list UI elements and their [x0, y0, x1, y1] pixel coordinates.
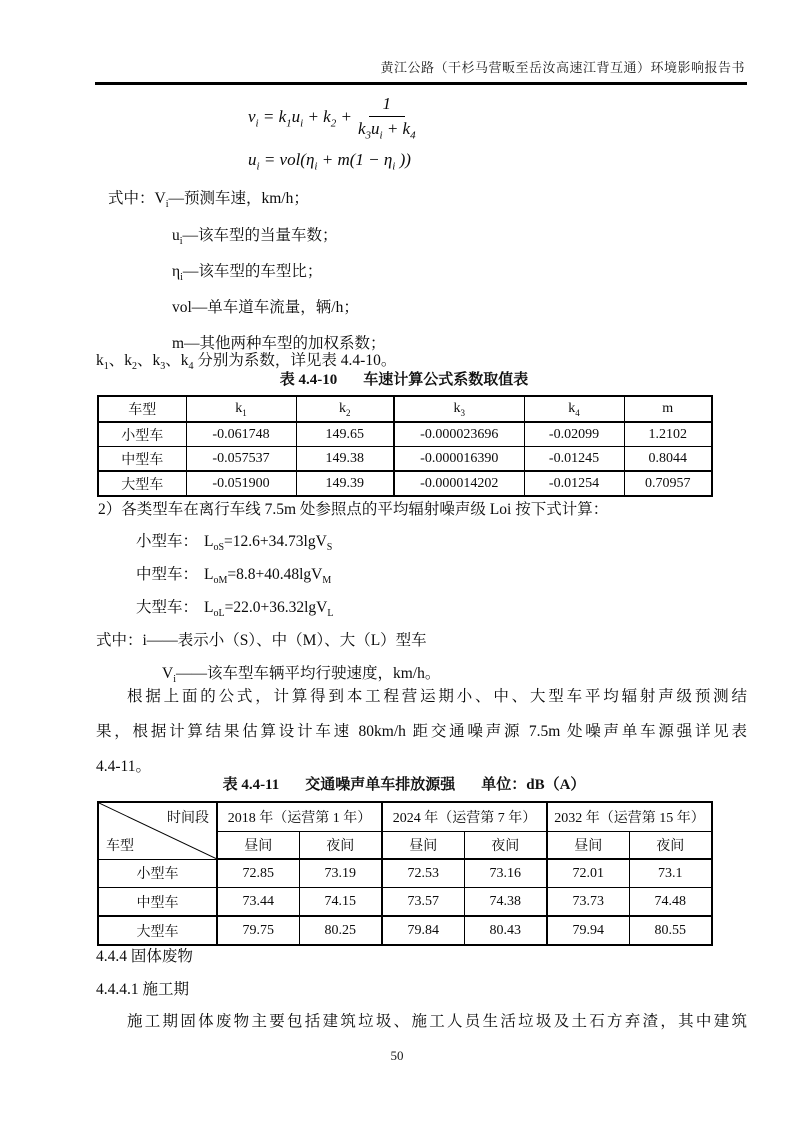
coefficient-table: [97, 395, 713, 497]
cell: 80.55: [629, 916, 712, 945]
formula-prefix: 中型车：: [136, 566, 199, 583]
col-header-k4: $k_4$: [524, 396, 624, 422]
cell: 73.57: [382, 888, 464, 917]
table-row: [98, 422, 712, 447]
cell: 79.94: [547, 916, 629, 945]
cell: 73.1: [629, 859, 712, 888]
cell: -0.000014202: [394, 471, 524, 496]
period-header: 昼间: [217, 832, 299, 860]
header-rule: [95, 82, 747, 85]
table-header-row: [98, 396, 712, 422]
cell: 小型车: [98, 422, 186, 447]
cell: 80.25: [299, 916, 382, 945]
formula-line-large-vehicle: [136, 595, 334, 620]
period-header: 昼间: [382, 832, 464, 860]
cell: 79.84: [382, 916, 464, 945]
paragraph-line: 根据上面的公式，计算得到本工程营运期小、中、大型车平均辐射声级预测结: [127, 688, 747, 705]
cell: -0.01254: [524, 471, 624, 496]
table-title-4-4-11: [97, 773, 711, 794]
definition-line: $k_1$、$k_2$、$k_3$、$k_4$ 分别为系数，详见表 4.4-10。: [96, 352, 397, 373]
cell: 74.15: [299, 888, 382, 917]
definition-line: 式中：$V_i—$预测车速，km/h；: [108, 190, 309, 211]
cell: 149.39: [296, 471, 394, 496]
table-label: 表 4.4-11: [222, 777, 280, 793]
formula-equivalent-volume: [248, 150, 411, 173]
cell: 1.2102: [624, 422, 712, 447]
col-header-k3: $k_3$: [394, 396, 524, 422]
period-header: 昼间: [547, 832, 629, 860]
fraction-denominator: $k_3u_i + k_4$: [357, 119, 416, 142]
formula-line-small-vehicle: [136, 529, 333, 554]
cell: -0.000016390: [394, 447, 524, 472]
cell: 中型车: [98, 447, 186, 472]
formula-speed-lhs: $v_i = k_1u_i + k_2$ +: [248, 106, 352, 129]
cell: 149.38: [296, 447, 394, 472]
definition-line: vol—单车道车流量，辆/h；: [172, 299, 359, 316]
table-row: [98, 447, 712, 472]
table-row: [98, 888, 712, 917]
cell: 72.01: [547, 859, 629, 888]
year-header-2024: 2024 年（运营第 7 年）: [382, 802, 547, 832]
year-header-2018: 2018 年（运营第 1 年）: [217, 802, 382, 832]
formula-body: $L_{oS}=12.6+34.73\lg V_S$: [204, 533, 333, 554]
cell: 73.16: [464, 859, 547, 888]
cell: 73.19: [299, 859, 382, 888]
paragraph-line: 果，根据计算结果估算设计车速 80km/h 距交通噪声源 7.5m 处噪声单车源强详见表: [96, 723, 747, 740]
cell: 73.73: [547, 888, 629, 917]
cell: -0.01245: [524, 447, 624, 472]
table-unit: 单位：dB（A）: [481, 777, 586, 793]
cell: -0.02099: [524, 422, 624, 447]
table-label: 表 4.4-10: [279, 372, 338, 388]
formula-speed: [248, 94, 416, 142]
where-line: $V_i——$该车型车辆平均行驶速度，km/h。: [162, 665, 441, 686]
table-title-4-4-10: [97, 368, 711, 389]
page-header-title: 黄江公路（干杉马营畈至岳汝高速江背互通）环境影响报告书: [380, 60, 745, 75]
formula-body: $L_{oL}=22.0+36.32\lg V_L$: [204, 599, 334, 620]
table-name: 交通噪声单车排放源强: [305, 777, 456, 793]
noise-source-table: [97, 801, 713, 946]
paragraph-intro: 2）各类型车在离行车线 7.5m 处参照点的平均辐射噪声级 Loi 按下式计算：: [98, 501, 609, 518]
year-header-2032: 2032 年（运营第 15 年）: [547, 802, 712, 832]
col-header-k1: $k_1$: [186, 396, 296, 422]
cell: 80.43: [464, 916, 547, 945]
corner-label-time-period: 时间段: [167, 811, 209, 826]
col-header-vehicle-type: 车型: [98, 396, 186, 422]
fraction-numerator: 1: [369, 94, 406, 117]
cell: 大型车: [98, 471, 186, 496]
section-heading-solid-waste: 4.4.4 固体废物: [96, 948, 193, 965]
period-header: 夜间: [299, 832, 382, 860]
definition-line: $\eta_i—$该车型的车型比；: [172, 263, 323, 284]
cell: -0.057537: [186, 447, 296, 472]
cell: 中型车: [98, 888, 217, 917]
table-row: [98, 916, 712, 945]
cell: -0.061748: [186, 422, 296, 447]
definition-line: m—其他两种车型的加权系数；: [172, 335, 386, 352]
corner-label-vehicle-type: 车型: [106, 838, 134, 854]
formula-prefix: 大型车：: [136, 599, 199, 616]
cell: 0.70957: [624, 471, 712, 496]
where-line: 式中：i——表示小（S）、中（M）、大（L）型车: [96, 632, 427, 649]
table-header-row: [98, 802, 712, 832]
period-header: 夜间: [629, 832, 712, 860]
table-name: 车速计算公式系数取值表: [363, 372, 529, 388]
formula-body: $L_{oM}=8.8+40.48\lg V_M$: [204, 566, 332, 587]
formula-equivalent-volume-body: $u_i = vol(\eta_i + m(1 - \eta_i$ )): [248, 150, 411, 173]
table-row: [98, 859, 712, 888]
cell: 72.85: [217, 859, 299, 888]
cell: 小型车: [98, 859, 217, 888]
cell: 0.8044: [624, 447, 712, 472]
col-header-m: m: [624, 396, 712, 422]
fraction: [357, 94, 416, 142]
cell: 大型车: [98, 916, 217, 945]
paragraph-line: 施工期固体废物主要包括建筑垃圾、施工人员生活垃圾及土石方弃渣，其中建筑: [127, 1013, 747, 1030]
paragraph-line: 4.4-11。: [96, 758, 151, 775]
cell: 74.38: [464, 888, 547, 917]
cell: 73.44: [217, 888, 299, 917]
diagonal-header-cell: [98, 802, 217, 859]
cell: 74.48: [629, 888, 712, 917]
table-row: [98, 471, 712, 496]
cell: 79.75: [217, 916, 299, 945]
cell: 72.53: [382, 859, 464, 888]
period-header: 夜间: [464, 832, 547, 860]
formula-line-medium-vehicle: [136, 562, 332, 587]
section-heading-construction-period: 4.4.4.1 施工期: [96, 981, 190, 998]
definition-line: $u_i—$该车型的当量车数；: [172, 227, 338, 248]
cell: -0.051900: [186, 471, 296, 496]
col-header-k2: $k_2$: [296, 396, 394, 422]
formula-prefix: 小型车：: [136, 533, 199, 550]
cell: -0.000023696: [394, 422, 524, 447]
page-number: 50: [390, 1048, 404, 1063]
cell: 149.65: [296, 422, 394, 447]
